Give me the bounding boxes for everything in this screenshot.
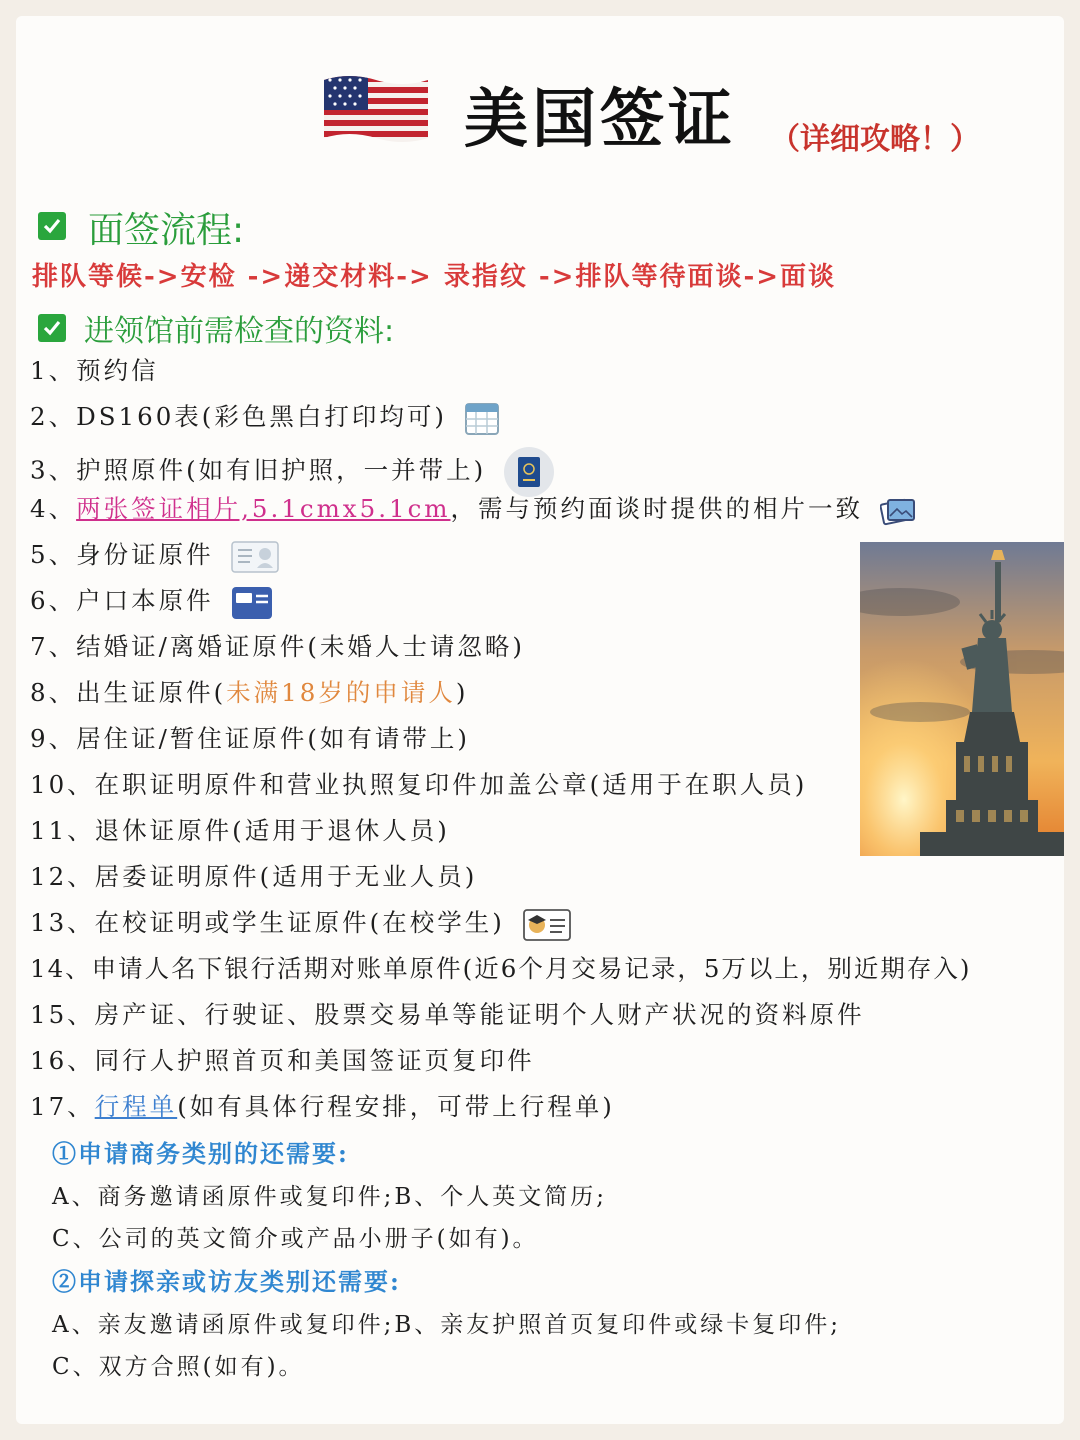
list-item <box>30 860 477 894</box>
list-item <box>30 722 470 756</box>
list-item <box>30 906 572 940</box>
list-item-text: ) <box>455 678 469 707</box>
interview-flow-text: 排队等候->安检 ->递交材料-> 录指纹 ->排队等待面谈->面谈 <box>32 262 837 292</box>
list-item <box>30 814 450 848</box>
photo-icon <box>880 496 916 526</box>
list-item-text: 1、预约信 <box>30 356 159 385</box>
document-page <box>16 16 1064 1424</box>
student-card-icon <box>522 908 572 942</box>
list-item-text: 15、房产证、行驶证、股票交易单等能证明个人财产状况的资料原件 <box>30 1000 865 1029</box>
list-item <box>30 768 807 802</box>
list-item <box>30 1044 535 1078</box>
us-flag-icon <box>322 72 430 144</box>
list-item <box>30 676 468 710</box>
list-item <box>30 400 500 434</box>
checkbox-icon <box>38 314 66 342</box>
list-item-text: 5、身份证原件 <box>30 540 214 569</box>
age-highlight: 未满18岁的申请人 <box>226 678 456 707</box>
list-item-text: 13、在校证明或学生证原件(在校学生) <box>30 908 505 937</box>
page-subtitle: （详细攻略！） <box>770 122 980 157</box>
list-item-text: 12、居委证明原件(适用于无业人员) <box>30 862 478 891</box>
list-item-text: 2、DS160表(彩色黑白打印均可) <box>30 402 447 431</box>
list-item-text: 9、居住证/暂住证原件(如有请带上) <box>30 724 470 753</box>
family-visit-heading: ②申请探亲或访友类别还需要: <box>52 1267 401 1296</box>
itinerary-highlight: 行程单 <box>94 1092 178 1121</box>
list-item-text: 7、结婚证/离婚证原件(未婚人士请忽略) <box>30 632 525 661</box>
family-visit-line: C、双方合照(如有)。 <box>52 1354 305 1380</box>
list-item <box>30 952 971 986</box>
list-item <box>30 1090 615 1124</box>
list-item <box>30 538 280 572</box>
list-item <box>30 492 916 526</box>
calendar-icon <box>464 402 500 436</box>
checkbox-icon <box>38 212 66 240</box>
list-item <box>30 354 159 388</box>
list-item-text: 14、申请人名下银行活期对账单原件(近6个月交易记录，5万以上，别近期存入) <box>30 954 972 983</box>
list-item <box>30 446 555 485</box>
list-item-text: 6、户口本原件 <box>30 586 214 615</box>
list-item <box>30 584 274 618</box>
page-title: 美国签证 <box>464 83 736 157</box>
list-item-text: 8、出生证原件( <box>30 678 227 707</box>
passport-icon <box>503 446 555 498</box>
section-heading-interview-process: 面签流程: <box>88 210 245 251</box>
list-item-text: 11、退休证原件(适用于退休人员) <box>30 816 450 845</box>
business-visa-line: C、公司的英文简介或产品小册子(如有)。 <box>52 1226 539 1252</box>
list-item-text: (如有具体行程安排，可带上行程单) <box>177 1092 615 1121</box>
list-item-text: 17、 <box>30 1092 95 1121</box>
list-item-text: 3、护照原件(如有旧护照，一并带上) <box>30 455 487 485</box>
section-heading-documents: 进领馆前需检查的资料: <box>84 314 395 349</box>
list-item-text: 10、在职证明原件和营业执照复印件加盖公章(适用于在职人员) <box>30 770 808 799</box>
list-item-text: ，需与预约面谈时提供的相片一致 <box>450 494 864 523</box>
list-item <box>30 630 525 664</box>
statue-of-liberty-image <box>860 542 1064 856</box>
business-visa-heading: ①申请商务类别的还需要: <box>52 1139 349 1168</box>
photo-size-highlight: 两张签证相片,5.1cmx5.1cm <box>76 494 451 523</box>
family-visit-line: A、亲友邀请函原件或复印件;B、亲友护照首页复印件或绿卡复印件; <box>52 1312 842 1338</box>
business-visa-line: A、商务邀请函原件或复印件;B、个人英文简历; <box>52 1184 608 1210</box>
hukou-icon <box>230 585 274 621</box>
id-card-icon <box>230 540 280 574</box>
list-item <box>30 998 865 1032</box>
list-item-text: 16、同行人护照首页和美国签证页复印件 <box>30 1046 535 1075</box>
list-item-text: 4、 <box>30 494 77 523</box>
